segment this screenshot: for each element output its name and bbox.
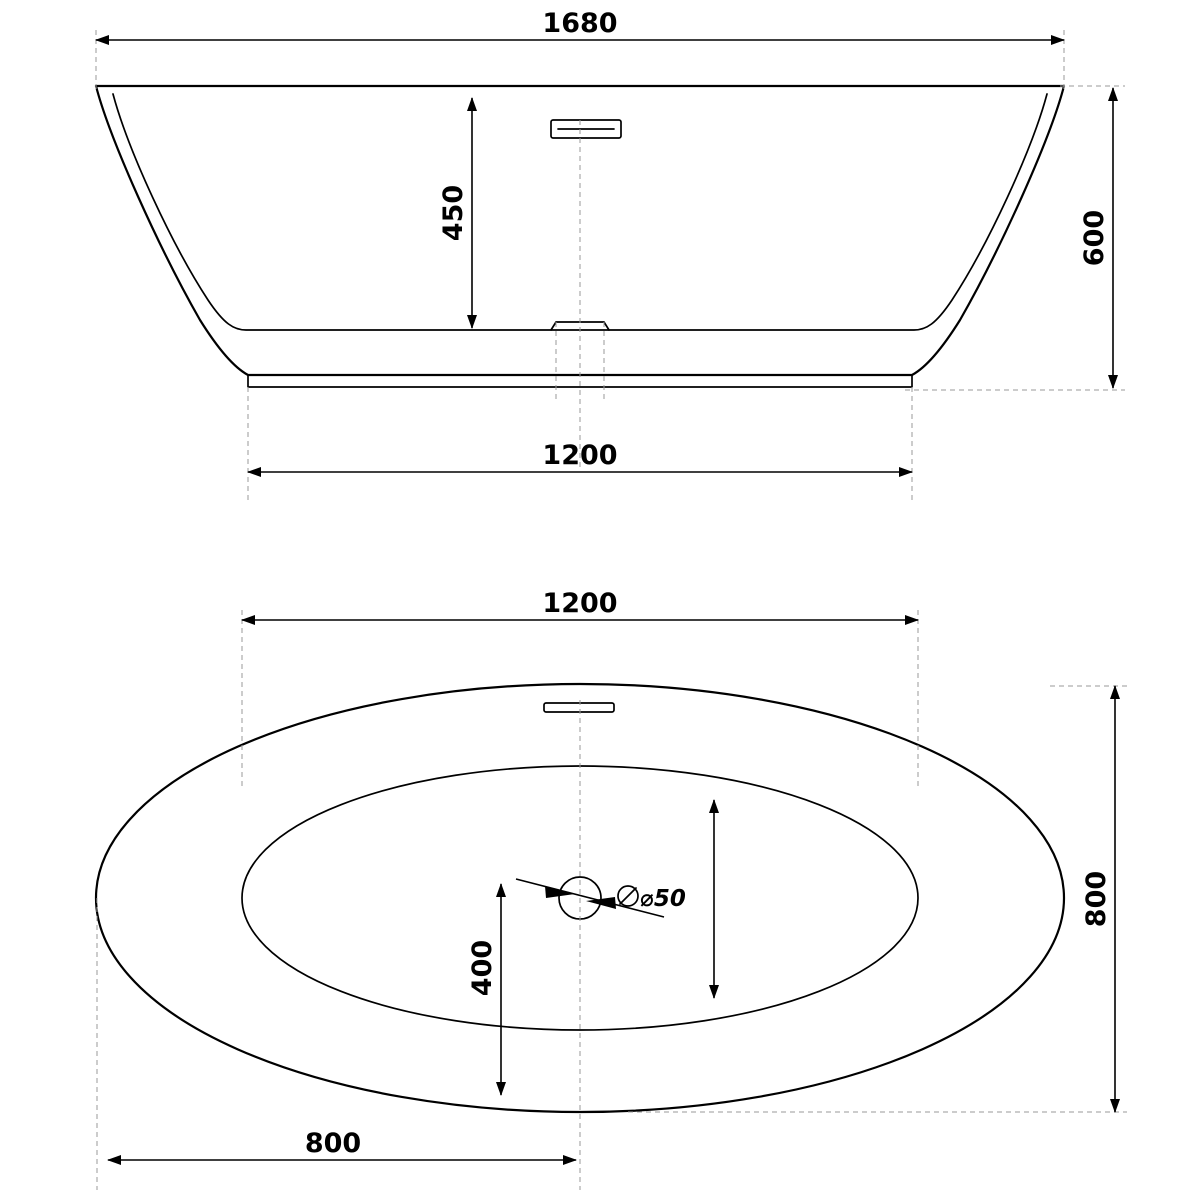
dim-label-400: 400 (467, 939, 498, 997)
diameter-symbol-slash (620, 888, 636, 904)
top-plan-view (96, 588, 1127, 1190)
dim-label-1680: 1680 (542, 8, 618, 39)
overflow-slot-plan (544, 703, 614, 712)
dim-label-450: 450 (438, 184, 469, 242)
dim-label-800-plan: 800 (1081, 870, 1112, 928)
dim-label-800-offset: 800 (304, 1128, 362, 1159)
dim-label-600: 600 (1079, 209, 1110, 267)
dim-label-1200-plan: 1200 (542, 588, 618, 619)
dim-label-1200-base: 1200 (542, 440, 618, 471)
dim-label-diameter: ⌀50 (640, 886, 686, 912)
leader-arrow-left (545, 886, 575, 898)
front-elevation-view (96, 8, 1125, 500)
